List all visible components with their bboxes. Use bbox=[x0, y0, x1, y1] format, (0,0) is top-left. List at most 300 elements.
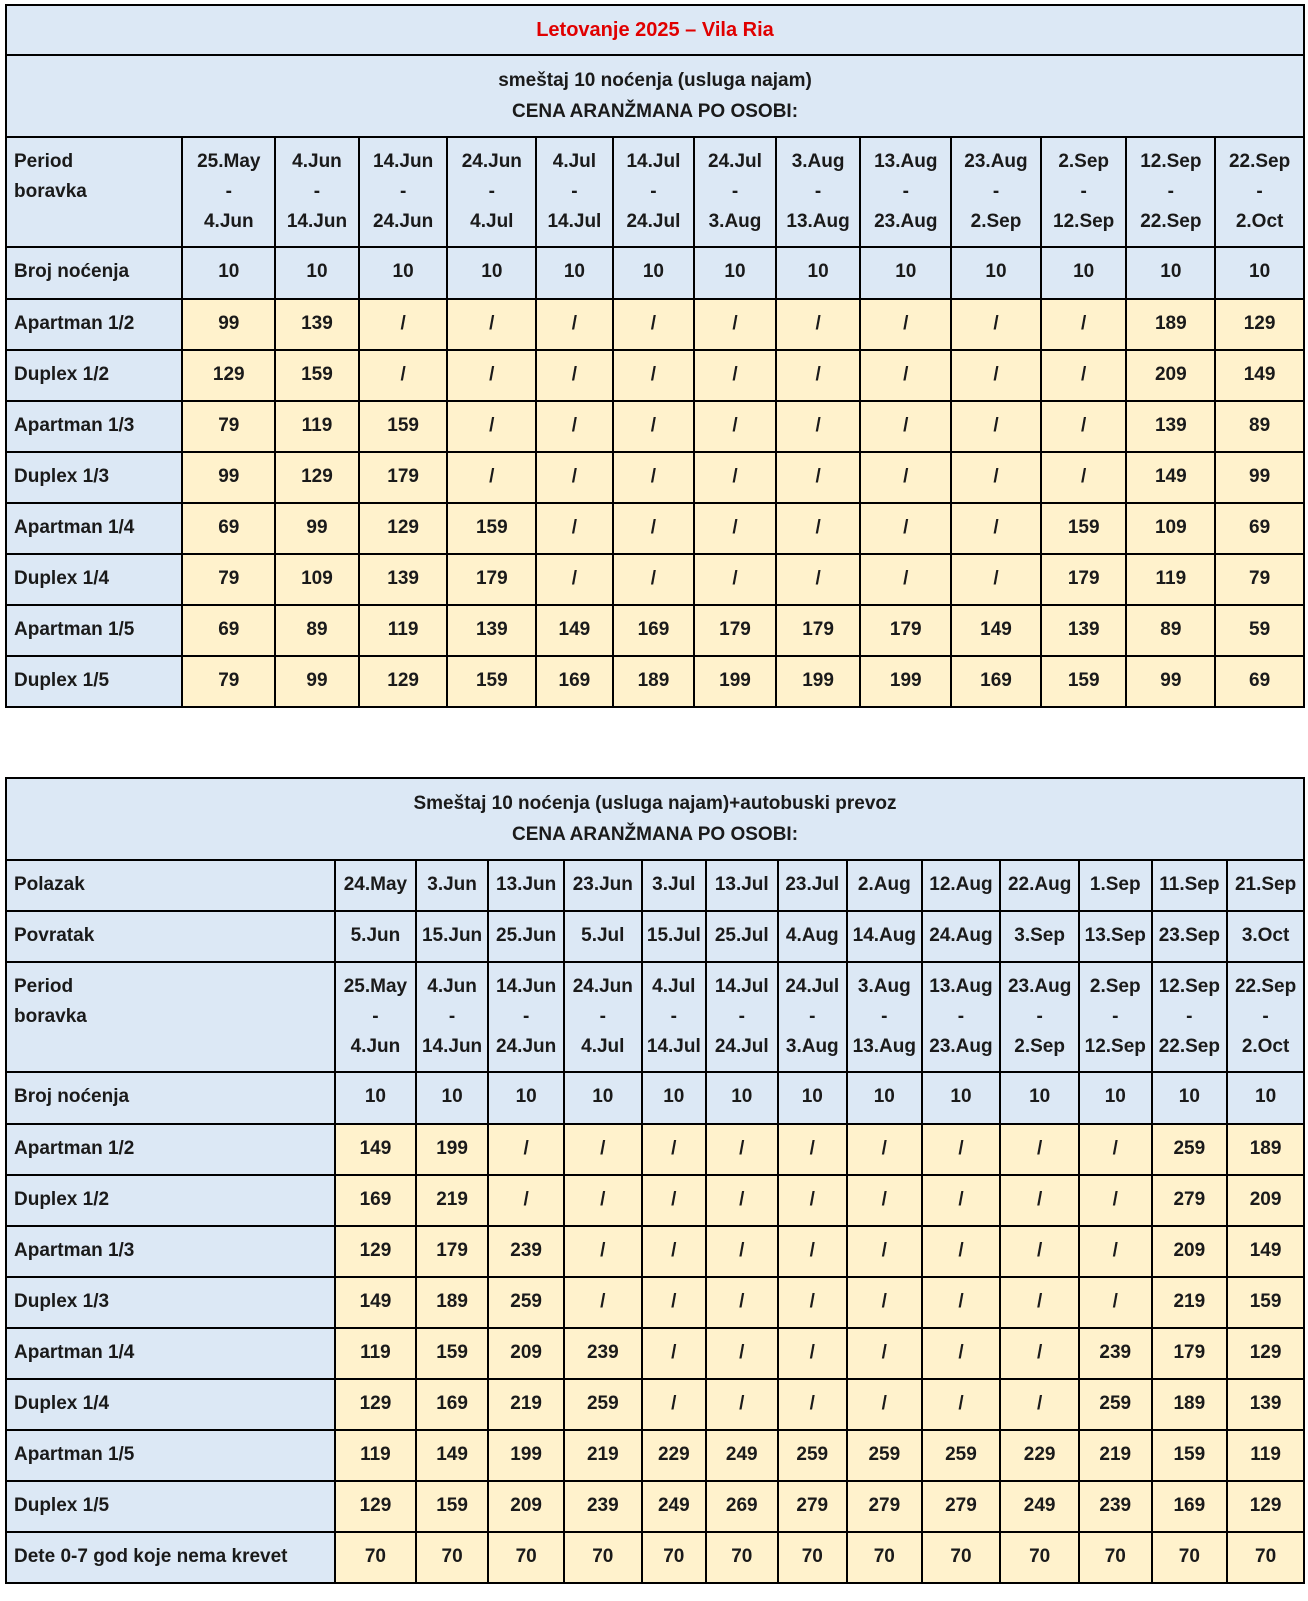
return-cell: 25.Jul bbox=[706, 911, 778, 962]
table1-subtitle-line1: smeštaj 10 noćenja (usluga najam) bbox=[498, 70, 812, 91]
nights-cell: 10 bbox=[1215, 247, 1304, 299]
price-cell: / bbox=[1000, 1226, 1079, 1277]
price-cell: / bbox=[1041, 452, 1127, 503]
table-row bbox=[6, 1430, 1304, 1481]
period-line: - bbox=[522, 1006, 530, 1027]
price-cell: 179 bbox=[694, 605, 776, 656]
return-cell: 15.Jul bbox=[642, 911, 706, 962]
period-line: 12.Sep bbox=[1084, 1036, 1146, 1057]
table-row bbox=[6, 503, 1304, 554]
price-cell: / bbox=[860, 503, 951, 554]
table-row bbox=[6, 554, 1304, 605]
price-cell: / bbox=[776, 554, 861, 605]
price-cell: 69 bbox=[182, 503, 275, 554]
price-cell: 70 bbox=[642, 1532, 706, 1583]
departure-cell: 13.Jul bbox=[706, 860, 778, 911]
price-cell: 199 bbox=[776, 656, 861, 707]
nights-row bbox=[6, 247, 1304, 299]
price-cell: 99 bbox=[182, 452, 275, 503]
period-cell bbox=[922, 962, 1001, 1072]
price-cell: / bbox=[536, 554, 612, 605]
price-cell: 70 bbox=[1152, 1532, 1228, 1583]
price-cell: / bbox=[642, 1226, 706, 1277]
table1-subtitle bbox=[6, 55, 1304, 137]
price-cell: 149 bbox=[536, 605, 612, 656]
price-cell: / bbox=[706, 1175, 778, 1226]
period-cell bbox=[642, 962, 706, 1072]
period-cell bbox=[1000, 962, 1079, 1072]
price-cell: 159 bbox=[275, 350, 359, 401]
price-table-accommodation bbox=[5, 4, 1305, 708]
price-cell: / bbox=[536, 401, 612, 452]
price-cell: / bbox=[706, 1328, 778, 1379]
period-cell bbox=[275, 137, 359, 247]
return-cell: 3.Sep bbox=[1000, 911, 1079, 962]
price-cell: 249 bbox=[1000, 1481, 1079, 1532]
period-cell bbox=[847, 962, 922, 1072]
nights-cell: 10 bbox=[359, 247, 448, 299]
price-cell: 159 bbox=[1041, 656, 1127, 707]
nights-cell: 10 bbox=[1152, 1072, 1228, 1124]
price-cell: 279 bbox=[922, 1481, 1001, 1532]
period-cell bbox=[1152, 962, 1228, 1072]
price-cell: 79 bbox=[182, 656, 275, 707]
period-line: 13.Aug bbox=[786, 211, 850, 232]
nights-cell: 10 bbox=[1041, 247, 1127, 299]
period-line: - bbox=[1256, 181, 1263, 202]
row-label: Duplex 1/2 bbox=[6, 350, 182, 401]
price-cell: / bbox=[642, 1124, 706, 1175]
period-line: 24.Jul bbox=[626, 211, 681, 232]
price-cell: 139 bbox=[359, 554, 448, 605]
price-cell: 259 bbox=[1079, 1379, 1152, 1430]
price-cell: 199 bbox=[416, 1124, 489, 1175]
price-cell: / bbox=[1041, 350, 1127, 401]
price-cell: 189 bbox=[1126, 299, 1215, 350]
period-line: 13.Aug bbox=[929, 976, 993, 997]
price-cell: 159 bbox=[416, 1328, 489, 1379]
price-cell: 179 bbox=[359, 452, 448, 503]
period-line: 24.Jun bbox=[496, 1036, 557, 1057]
period-cell bbox=[613, 137, 695, 247]
price-cell: 219 bbox=[416, 1175, 489, 1226]
price-cell: / bbox=[613, 299, 695, 350]
price-cell: / bbox=[778, 1328, 847, 1379]
nights-cell: 10 bbox=[488, 1072, 564, 1124]
period-line: 14.Jun bbox=[286, 211, 348, 232]
departure-cell: 12.Aug bbox=[922, 860, 1001, 911]
price-cell: / bbox=[694, 554, 776, 605]
price-cell: / bbox=[860, 299, 951, 350]
nights-cell: 10 bbox=[776, 247, 861, 299]
period-line: 4.Jul bbox=[470, 211, 514, 232]
table-row bbox=[6, 1277, 1304, 1328]
row-label: Duplex 1/5 bbox=[6, 1481, 335, 1532]
price-cell: / bbox=[359, 350, 448, 401]
price-cell: 129 bbox=[335, 1226, 416, 1277]
period-cell bbox=[1215, 137, 1304, 247]
period-line: - bbox=[650, 181, 657, 202]
price-cell: 209 bbox=[1126, 350, 1215, 401]
period-label-line1: Period bbox=[14, 151, 74, 172]
price-cell: 179 bbox=[416, 1226, 489, 1277]
price-cell: / bbox=[1079, 1124, 1152, 1175]
period-line: - bbox=[738, 1006, 745, 1027]
price-cell: / bbox=[359, 299, 448, 350]
price-cell: / bbox=[536, 299, 612, 350]
price-cell: / bbox=[694, 299, 776, 350]
price-cell: 249 bbox=[642, 1481, 706, 1532]
table-row bbox=[6, 401, 1304, 452]
period-line: 12.Sep bbox=[1053, 211, 1115, 232]
price-cell: 69 bbox=[1215, 503, 1304, 554]
price-cell: 209 bbox=[488, 1328, 564, 1379]
period-line: 22.Sep bbox=[1140, 211, 1202, 232]
period-line: 22.Sep bbox=[1158, 1036, 1220, 1057]
period-line: - bbox=[1167, 181, 1174, 202]
price-cell: / bbox=[1000, 1124, 1079, 1175]
nights-label: Broj noćenja bbox=[6, 247, 182, 299]
period-row bbox=[6, 962, 1304, 1072]
return-row bbox=[6, 911, 1304, 962]
price-cell: 229 bbox=[1000, 1430, 1079, 1481]
price-cell: 149 bbox=[951, 605, 1041, 656]
period-line: - bbox=[372, 1006, 379, 1027]
period-line: - bbox=[448, 1006, 456, 1027]
period-label-line2: boravka bbox=[14, 181, 87, 202]
price-cell: 70 bbox=[847, 1532, 922, 1583]
price-cell: 99 bbox=[182, 299, 275, 350]
return-cell: 14.Aug bbox=[847, 911, 922, 962]
period-line: 2.Sep bbox=[1089, 976, 1141, 997]
period-line: - bbox=[809, 1006, 816, 1027]
period-line: - bbox=[902, 181, 909, 202]
price-cell: 169 bbox=[1152, 1481, 1228, 1532]
period-cell bbox=[447, 137, 536, 247]
price-cell: / bbox=[847, 1226, 922, 1277]
departure-cell: 23.Jul bbox=[778, 860, 847, 911]
price-cell: 179 bbox=[447, 554, 536, 605]
period-line: 24.Jun bbox=[373, 211, 434, 232]
period-line: 25.May bbox=[197, 151, 261, 172]
price-cell: / bbox=[447, 401, 536, 452]
price-cell: 259 bbox=[564, 1379, 642, 1430]
price-cell: 99 bbox=[275, 503, 359, 554]
period-cell bbox=[416, 962, 489, 1072]
period-line: 24.Jul bbox=[714, 1036, 769, 1057]
price-cell: / bbox=[706, 1379, 778, 1430]
nights-cell: 10 bbox=[922, 1072, 1001, 1124]
price-cell: 249 bbox=[706, 1430, 778, 1481]
price-cell: / bbox=[1000, 1175, 1079, 1226]
nights-cell: 10 bbox=[416, 1072, 489, 1124]
price-cell: / bbox=[694, 452, 776, 503]
period-cell bbox=[359, 137, 448, 247]
period-line: 4.Jun bbox=[203, 211, 254, 232]
price-cell: 129 bbox=[359, 503, 448, 554]
period-line: 4.Jun bbox=[292, 151, 342, 172]
price-cell: 69 bbox=[1215, 656, 1304, 707]
price-cell: 70 bbox=[335, 1532, 416, 1583]
period-line: - bbox=[814, 181, 822, 202]
return-cell: 24.Aug bbox=[922, 911, 1001, 962]
row-label: Apartman 1/5 bbox=[6, 605, 182, 656]
price-cell: 239 bbox=[1079, 1481, 1152, 1532]
price-cell: 70 bbox=[922, 1532, 1001, 1583]
price-cell: / bbox=[951, 401, 1041, 452]
price-cell: / bbox=[847, 1124, 922, 1175]
departure-label: Polazak bbox=[6, 860, 335, 911]
price-cell: / bbox=[536, 452, 612, 503]
row-label: Duplex 1/3 bbox=[6, 452, 182, 503]
departure-cell: 11.Sep bbox=[1152, 860, 1228, 911]
price-cell: 70 bbox=[416, 1532, 489, 1583]
price-cell: 259 bbox=[778, 1430, 847, 1481]
period-line: - bbox=[488, 181, 495, 202]
period-line: - bbox=[881, 1006, 888, 1027]
departure-cell: 23.Jun bbox=[564, 860, 642, 911]
price-cell: 179 bbox=[860, 605, 951, 656]
departure-cell: 3.Jul bbox=[642, 860, 706, 911]
price-cell: / bbox=[447, 350, 536, 401]
nights-cell: 10 bbox=[564, 1072, 642, 1124]
period-line: 4.Jul bbox=[652, 976, 696, 997]
price-cell: / bbox=[642, 1277, 706, 1328]
period-line: 2.Sep bbox=[970, 211, 1022, 232]
price-cell: 279 bbox=[847, 1481, 922, 1532]
price-cell: 159 bbox=[359, 401, 448, 452]
price-cell: 199 bbox=[488, 1430, 564, 1481]
price-cell: / bbox=[778, 1277, 847, 1328]
price-cell: / bbox=[847, 1328, 922, 1379]
price-cell: / bbox=[847, 1379, 922, 1430]
row-label: Duplex 1/5 bbox=[6, 656, 182, 707]
row-label: Apartman 1/5 bbox=[6, 1430, 335, 1481]
period-line: 23.Aug bbox=[929, 1036, 993, 1057]
period-label-line2: boravka bbox=[14, 1006, 87, 1027]
price-cell: 119 bbox=[275, 401, 359, 452]
price-cell: / bbox=[1079, 1226, 1152, 1277]
price-cell: / bbox=[1041, 401, 1127, 452]
period-line: 25.May bbox=[343, 976, 408, 997]
price-cell: / bbox=[447, 452, 536, 503]
price-cell: / bbox=[951, 350, 1041, 401]
price-cell: / bbox=[922, 1379, 1001, 1430]
price-cell: 169 bbox=[335, 1175, 416, 1226]
price-cell: 159 bbox=[447, 656, 536, 707]
period-line: 2.Sep bbox=[1014, 1036, 1065, 1057]
price-cell: 219 bbox=[1079, 1430, 1152, 1481]
price-cell: / bbox=[564, 1124, 642, 1175]
price-cell: / bbox=[488, 1124, 564, 1175]
period-row bbox=[6, 137, 1304, 247]
period-cell bbox=[694, 137, 776, 247]
nights-label: Broj noćenja bbox=[6, 1072, 335, 1124]
nights-row bbox=[6, 1072, 1304, 1124]
price-cell: 219 bbox=[1152, 1277, 1228, 1328]
period-line: 2.Sep bbox=[1058, 151, 1110, 172]
price-cell: 70 bbox=[1079, 1532, 1152, 1583]
price-cell: 159 bbox=[416, 1481, 489, 1532]
return-cell: 25.Jun bbox=[488, 911, 564, 962]
price-cell: 259 bbox=[1152, 1124, 1228, 1175]
price-cell: 79 bbox=[1215, 554, 1304, 605]
price-cell: 149 bbox=[416, 1430, 489, 1481]
return-cell: 15.Jun bbox=[416, 911, 489, 962]
price-cell: 70 bbox=[1227, 1532, 1304, 1583]
departure-cell: 24.May bbox=[335, 860, 416, 911]
row-label: Apartman 1/3 bbox=[6, 1226, 335, 1277]
period-line: 3.Aug bbox=[785, 1036, 839, 1057]
period-line: - bbox=[1262, 1006, 1269, 1027]
period-line: - bbox=[957, 1006, 965, 1027]
period-line: 24.Jun bbox=[572, 976, 633, 997]
period-line: 24.Jun bbox=[461, 151, 522, 172]
period-line: 2.Oct bbox=[1235, 211, 1284, 232]
period-line: 14.Jul bbox=[714, 976, 769, 997]
price-cell: 129 bbox=[275, 452, 359, 503]
price-cell: 119 bbox=[359, 605, 448, 656]
price-cell: 239 bbox=[564, 1481, 642, 1532]
period-line: - bbox=[1036, 1006, 1043, 1027]
period-line: 4.Jul bbox=[552, 151, 597, 172]
price-cell: / bbox=[860, 401, 951, 452]
price-cell: 129 bbox=[359, 656, 448, 707]
period-line: 12.Sep bbox=[1158, 976, 1220, 997]
price-cell: / bbox=[776, 401, 861, 452]
price-cell: 99 bbox=[1215, 452, 1304, 503]
row-label: Apartman 1/4 bbox=[6, 503, 182, 554]
period-line: 13.Aug bbox=[852, 1036, 916, 1057]
period-line: - bbox=[1112, 1006, 1119, 1027]
table-row bbox=[6, 1328, 1304, 1379]
table-row bbox=[6, 299, 1304, 350]
row-label: Duplex 1/2 bbox=[6, 1175, 335, 1226]
period-cell bbox=[1079, 962, 1152, 1072]
price-cell: / bbox=[847, 1277, 922, 1328]
period-line: 22.Sep bbox=[1228, 151, 1291, 172]
price-cell: / bbox=[951, 452, 1041, 503]
departure-cell: 3.Jun bbox=[416, 860, 489, 911]
period-line: - bbox=[1186, 1006, 1193, 1027]
price-cell: 189 bbox=[1152, 1379, 1228, 1430]
period-line: 4.Jun bbox=[427, 976, 477, 997]
price-cell: 239 bbox=[1079, 1328, 1152, 1379]
period-line: 3.Aug bbox=[708, 211, 762, 232]
price-cell: / bbox=[536, 503, 612, 554]
period-line: 3.Aug bbox=[791, 151, 845, 172]
price-cell: / bbox=[1079, 1277, 1152, 1328]
price-table-with-bus bbox=[5, 777, 1305, 1584]
table-row bbox=[6, 1124, 1304, 1175]
nights-cell: 10 bbox=[706, 1072, 778, 1124]
table-row bbox=[6, 1532, 1304, 1583]
period-cell bbox=[776, 137, 861, 247]
price-cell: 129 bbox=[335, 1379, 416, 1430]
price-cell: / bbox=[706, 1226, 778, 1277]
return-cell: 5.Jul bbox=[564, 911, 642, 962]
price-cell: 129 bbox=[1227, 1328, 1304, 1379]
row-label: Dete 0-7 god koje nema krevet bbox=[6, 1532, 335, 1583]
price-cell: / bbox=[922, 1226, 1001, 1277]
table2-subtitle-line2: CENA ARANŽMANA PO OSOBI: bbox=[511, 824, 799, 845]
price-cell: 149 bbox=[335, 1124, 416, 1175]
price-cell: 79 bbox=[182, 554, 275, 605]
price-cell: / bbox=[1079, 1175, 1152, 1226]
return-cell: 4.Aug bbox=[778, 911, 847, 962]
price-cell: / bbox=[642, 1379, 706, 1430]
table2-subtitle bbox=[6, 778, 1304, 860]
nights-cell: 10 bbox=[642, 1072, 706, 1124]
nights-cell: 10 bbox=[536, 247, 612, 299]
price-cell: 239 bbox=[488, 1226, 564, 1277]
price-cell: 99 bbox=[1126, 656, 1215, 707]
price-cell: 119 bbox=[1227, 1430, 1304, 1481]
price-cell: 169 bbox=[951, 656, 1041, 707]
price-cell: / bbox=[922, 1277, 1001, 1328]
departure-row bbox=[6, 860, 1304, 911]
period-cell bbox=[488, 962, 564, 1072]
price-cell: 129 bbox=[1215, 299, 1304, 350]
row-label: Duplex 1/3 bbox=[6, 1277, 335, 1328]
price-cell: / bbox=[706, 1124, 778, 1175]
price-cell: / bbox=[564, 1277, 642, 1328]
price-cell: 259 bbox=[847, 1430, 922, 1481]
price-cell: 119 bbox=[1126, 554, 1215, 605]
departure-cell: 22.Aug bbox=[1000, 860, 1079, 911]
price-cell: 139 bbox=[275, 299, 359, 350]
price-cell: / bbox=[778, 1226, 847, 1277]
period-label-line1: Period bbox=[14, 976, 74, 997]
price-cell: / bbox=[951, 299, 1041, 350]
price-cell: 279 bbox=[1152, 1175, 1228, 1226]
price-cell: 179 bbox=[776, 605, 861, 656]
nights-cell: 10 bbox=[1126, 247, 1215, 299]
row-label: Apartman 1/4 bbox=[6, 1328, 335, 1379]
departure-cell: 1.Sep bbox=[1079, 860, 1152, 911]
price-cell: 269 bbox=[706, 1481, 778, 1532]
price-cell: / bbox=[613, 554, 695, 605]
period-cell bbox=[1041, 137, 1127, 247]
price-cell: / bbox=[1000, 1328, 1079, 1379]
price-cell: 149 bbox=[335, 1277, 416, 1328]
period-cell bbox=[706, 962, 778, 1072]
price-cell: 129 bbox=[182, 350, 275, 401]
period-line: 14.Jun bbox=[373, 151, 434, 172]
price-cell: 109 bbox=[275, 554, 359, 605]
price-cell: 159 bbox=[1227, 1277, 1304, 1328]
period-line: - bbox=[992, 181, 1000, 202]
period-line: 3.Aug bbox=[857, 976, 911, 997]
price-cell: 119 bbox=[335, 1430, 416, 1481]
price-cell: 259 bbox=[488, 1277, 564, 1328]
price-cell: / bbox=[776, 452, 861, 503]
price-cell: / bbox=[922, 1175, 1001, 1226]
period-line: 12.Sep bbox=[1140, 151, 1202, 172]
price-cell: / bbox=[776, 350, 861, 401]
period-line: 23.Aug bbox=[874, 211, 938, 232]
price-cell: 59 bbox=[1215, 605, 1304, 656]
period-label bbox=[6, 137, 182, 247]
price-cell: 159 bbox=[1152, 1430, 1228, 1481]
nights-cell: 10 bbox=[1227, 1072, 1304, 1124]
price-cell: / bbox=[778, 1379, 847, 1430]
period-cell bbox=[860, 137, 951, 247]
price-cell: 89 bbox=[275, 605, 359, 656]
period-cell bbox=[1126, 137, 1215, 247]
price-cell: / bbox=[922, 1328, 1001, 1379]
price-cell: 229 bbox=[642, 1430, 706, 1481]
